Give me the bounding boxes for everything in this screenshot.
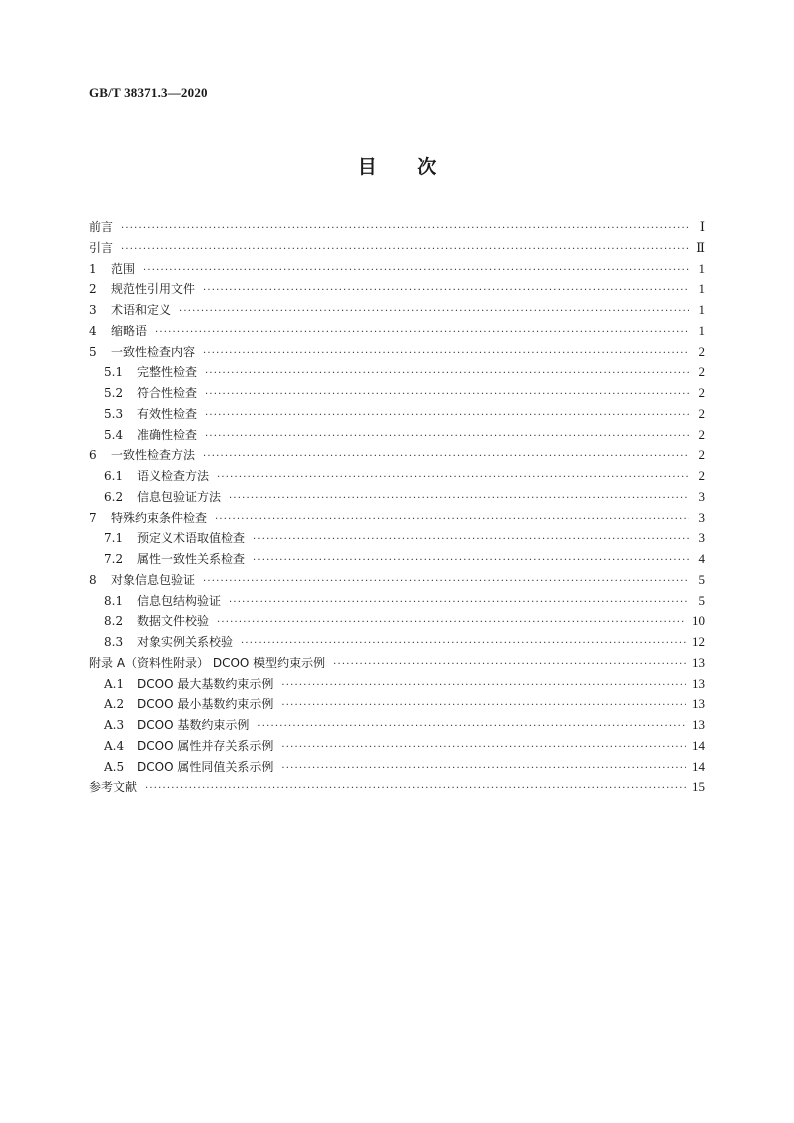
toc-entry-page: 13: [692, 696, 705, 712]
toc-entry-label: 前言: [89, 220, 114, 234]
toc-entry-page: 1: [698, 281, 705, 297]
toc-subentry[interactable]: [89, 632, 705, 653]
toc-entry-label: 信息包结构验证: [137, 593, 222, 608]
toc-entry-number: 8.1: [104, 593, 124, 608]
toc-entry-number: A.3: [104, 718, 125, 732]
dot-leader: [203, 447, 689, 468]
toc-entry-page: 2: [698, 447, 705, 463]
toc-entry-page: 5: [698, 571, 705, 587]
toc-entry-number: 6: [89, 448, 97, 463]
toc-entry-number: 2: [89, 282, 97, 297]
toc-entry-label: 特殊约束条件检查: [111, 510, 208, 525]
toc-entry-page: 1: [698, 322, 705, 338]
dot-leader: [145, 779, 686, 800]
dot-leader: [179, 302, 689, 323]
toc-entry-number: 7: [89, 510, 97, 525]
toc-entry[interactable]: [89, 321, 705, 342]
toc-entry[interactable]: [89, 508, 705, 529]
toc-entry-page: 12: [692, 634, 705, 649]
dot-leader: [229, 489, 689, 510]
toc-entry-number: 5.2: [104, 386, 124, 400]
toc-entry[interactable]: [89, 570, 705, 591]
toc-entry-page: 14: [692, 737, 705, 753]
toc-entry-page: 13: [692, 654, 705, 670]
toc-entry-page: 3: [698, 530, 705, 546]
dot-leader: [281, 696, 686, 717]
toc-entry-number: A.1: [104, 676, 125, 691]
toc-entry-number: 5: [89, 344, 97, 359]
toc-entry-page: Ⅱ: [696, 239, 705, 255]
toc-entry-page: 10: [692, 613, 705, 629]
toc-entry[interactable]: [89, 300, 705, 321]
toc-entry-page: 2: [698, 468, 705, 483]
toc-entry-page: 3: [698, 509, 705, 525]
toc-entry-number: 6.1: [104, 469, 124, 483]
toc-entry[interactable]: [89, 238, 705, 259]
standard-code: GB/T 38371.3—2020: [89, 85, 208, 100]
dot-leader: [203, 344, 689, 365]
toc-entry-page: 1: [698, 302, 705, 317]
dot-leader: [205, 385, 689, 406]
toc-entry[interactable]: [89, 342, 705, 363]
toc-entry-label: 引言: [89, 240, 114, 255]
toc-entry-label: DCOO 属性同值关系示例: [137, 759, 274, 774]
toc-entry[interactable]: [89, 653, 705, 674]
toc-entry-number: 7.1: [104, 531, 124, 546]
toc-entry-page: 1: [698, 260, 705, 276]
toc-subentry[interactable]: [89, 549, 705, 570]
dot-leader: [333, 655, 686, 676]
toc-subentry[interactable]: [89, 383, 705, 404]
toc-entry-label: 术语和定义: [111, 303, 172, 317]
toc-entry-number: 8.2: [104, 614, 124, 629]
dot-leader: [257, 717, 686, 738]
toc-entry[interactable]: [89, 777, 705, 798]
toc-entry-number: 3: [89, 303, 97, 317]
toc-subentry[interactable]: [89, 425, 705, 446]
toc-entry-page: 13: [692, 675, 705, 691]
toc-entry-label: 准确性检查: [137, 427, 198, 442]
toc-entry-page: 3: [698, 488, 705, 504]
toc-subentry[interactable]: [89, 736, 705, 757]
dot-leader: [253, 530, 689, 551]
table-of-contents: [89, 217, 705, 798]
toc-entry-page: Ⅰ: [699, 219, 705, 234]
toc-subentry[interactable]: [89, 591, 705, 612]
toc-entry-number: 5.1: [104, 365, 124, 380]
toc-entry-label: 规范性引用文件: [111, 282, 196, 297]
toc-entry-number: 1: [89, 261, 97, 276]
toc-entry-page: 15: [692, 779, 705, 795]
toc-entry-number: 5.4: [104, 427, 124, 442]
toc-entry-number: 7.2: [104, 552, 124, 566]
dot-leader: [205, 364, 689, 385]
toc-entry-number: A.5: [104, 759, 125, 774]
toc-entry-page: 2: [698, 405, 705, 421]
dot-leader: [281, 676, 686, 697]
toc-entry-number: 8.3: [104, 635, 124, 649]
toc-entry-page: 4: [698, 551, 705, 566]
dot-leader: [253, 551, 689, 572]
toc-entry-label: DCOO 属性并存关系示例: [137, 738, 274, 753]
toc-entry-number: 8: [89, 572, 97, 587]
toc-subentry[interactable]: [89, 757, 705, 778]
toc-entry-label: 数据文件校验: [137, 614, 210, 629]
toc-entry-label: 属性一致性关系检查: [137, 552, 246, 566]
toc-entry[interactable]: [89, 279, 705, 300]
toc-entry-number: 5.3: [104, 406, 124, 421]
toc-entry-page: 14: [692, 758, 705, 774]
toc-entry-page: 13: [692, 717, 705, 732]
dot-leader: [205, 427, 689, 448]
dot-leader: [143, 261, 689, 282]
toc-subentry[interactable]: [89, 611, 705, 632]
toc-entry-label: DCOO 最小基数约束示例: [137, 697, 274, 712]
dot-leader: [217, 468, 689, 489]
toc-entry[interactable]: [89, 217, 705, 238]
toc-entry[interactable]: [89, 445, 705, 466]
toc-entry-page: 2: [698, 364, 705, 380]
dot-leader: [215, 510, 689, 531]
toc-entry-label: 一致性检查内容: [111, 344, 196, 359]
toc-entry-page: 5: [698, 592, 705, 608]
toc-subentry[interactable]: [89, 487, 705, 508]
toc-entry-label: 对象信息包验证: [111, 572, 196, 587]
dot-leader: [121, 240, 689, 261]
toc-entry-label: 语义检查方法: [137, 469, 210, 483]
toc-subentry[interactable]: [89, 404, 705, 425]
toc-entry-label: 有效性检查: [137, 406, 198, 421]
toc-subentry[interactable]: [89, 362, 705, 383]
toc-subentry[interactable]: [89, 694, 705, 715]
toc-entry-label: 对象实例关系校验: [137, 635, 234, 649]
dot-leader: [121, 219, 689, 240]
toc-entry-page: 2: [698, 343, 705, 359]
toc-entry-label: 符合性检查: [137, 386, 198, 400]
page-title: 目 次: [357, 156, 437, 178]
toc-entry-label: DCOO 基数约束示例: [137, 718, 250, 732]
toc-entry[interactable]: [89, 259, 705, 280]
toc-entry-number: A.2: [104, 697, 125, 712]
toc-entry-label: 预定义术语取值检查: [137, 531, 246, 546]
toc-entry-number: 6.2: [104, 489, 124, 504]
toc-entry-label: 参考文献: [89, 780, 138, 795]
toc-entry-label: 范围: [111, 261, 136, 276]
toc-entry-label: 完整性检查: [137, 365, 198, 380]
toc-entry-label: 缩略语: [111, 323, 148, 338]
toc-entry-number: 4: [89, 323, 97, 338]
dot-leader: [281, 738, 686, 759]
toc-entry-page: 2: [698, 426, 705, 442]
toc-subentry[interactable]: [89, 466, 705, 487]
dot-leader: [203, 281, 689, 302]
toc-entry-label: 附录 A（资料性附录） DCOO 模型约束示例: [89, 655, 326, 670]
dot-leader: [203, 572, 689, 593]
dot-leader: [205, 406, 689, 427]
toc-entry-page: 2: [698, 385, 705, 400]
toc-subentry[interactable]: [89, 528, 705, 549]
dot-leader: [241, 634, 686, 655]
dot-leader: [155, 323, 689, 344]
toc-entry-number: A.4: [104, 738, 125, 753]
toc-subentry[interactable]: [89, 715, 705, 736]
toc-entry-label: 信息包验证方法: [137, 489, 222, 504]
toc-subentry[interactable]: [89, 674, 705, 695]
toc-entry-label: 一致性检查方法: [111, 448, 196, 463]
dot-leader: [281, 759, 686, 780]
dot-leader: [217, 613, 686, 634]
dot-leader: [229, 593, 689, 614]
toc-entry-label: DCOO 最大基数约束示例: [137, 676, 274, 691]
